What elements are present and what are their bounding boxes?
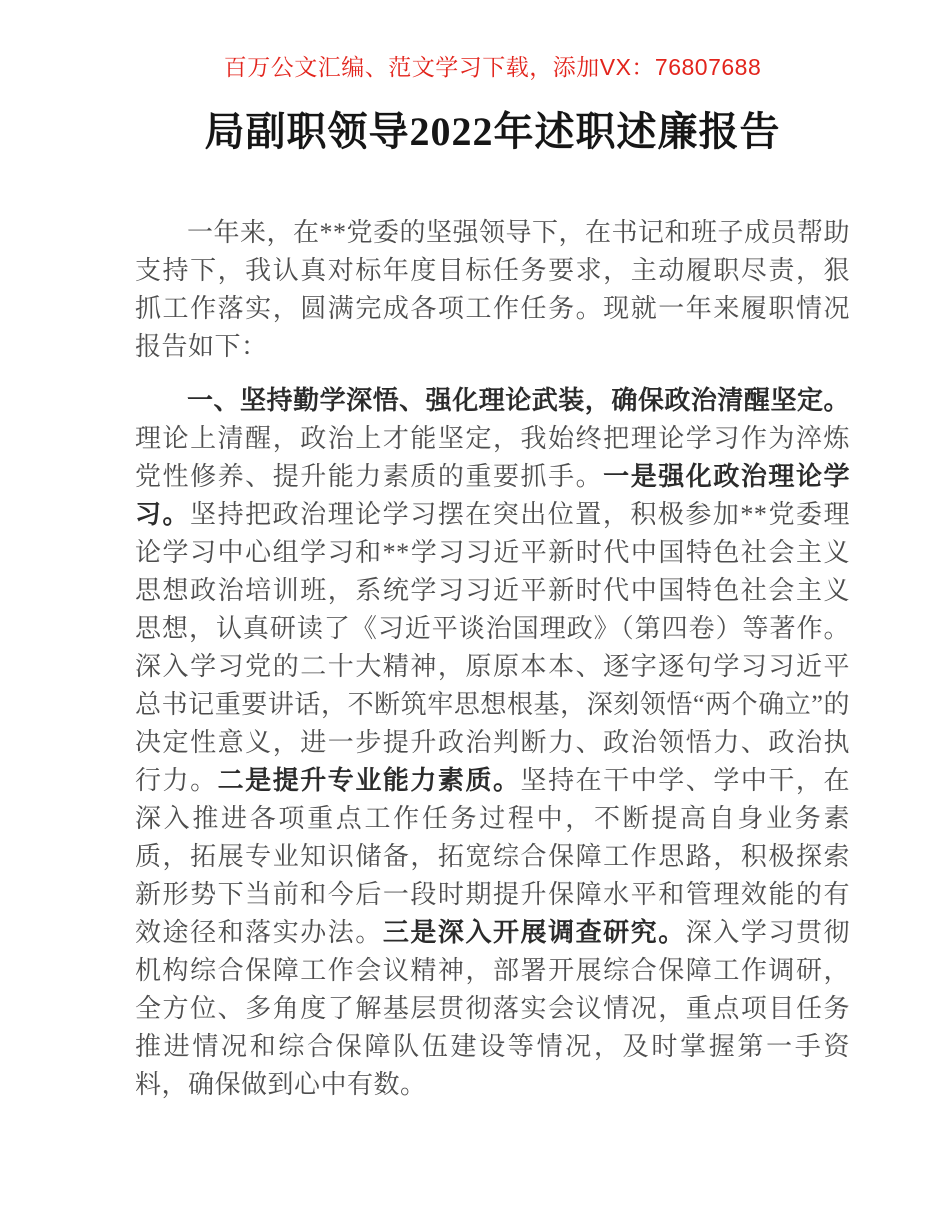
- text-segment: 坚持在干中学、学中干，在深入推进各项重点工作任务过程中，不断提高自身业务素质，拓展专业知识储备，拓宽综合保障工作思路，积极探索新形势下当前和今后一段时期提升保障水平和管理效能的有效途径和落实办法。: [135, 766, 850, 947]
- text-segment: 深入学习贯彻机构综合保障工作会议精神，部署开展综合保障工作调研，全方位、多角度了解基层贯彻落实会议情况，重点项目任务推进情况和综合保障队伍建设等情况，及时掌握第一手资料，确保做到心中有数。: [135, 918, 850, 1099]
- document-body: [135, 214, 850, 1104]
- paragraph-intro: [135, 214, 850, 366]
- paragraph-section-one: [135, 382, 850, 1104]
- document-title: 局副职领导2022年述职述廉报告: [204, 109, 781, 154]
- text-segment: 理论上清醒，政治上才能坚定，我始终把理论学习作为淬炼党性修养、提升能力素质的重要抓手。: [135, 424, 850, 491]
- subpoint-three-heading-text: 三是深入开展调查研究。: [382, 918, 686, 947]
- subpoint-two-heading-text: 二是提升专业能力素质。: [217, 766, 521, 795]
- text-segment: 坚持把政治理论学习摆在突出位置，积极参加**党委理论学习中心组学习和**学习习近平新时代中国特色社会主义思想政治培训班，系统学习习近平新时代中国特色社会主义思想，认真研读了《习近平谈治国理政》（第四卷）等著作。深入学习党的二十大精神，原原本本、逐字逐句学习习近平总书记重要讲话，不断筑牢思想根基，深刻领悟“两个确立”的决定性意义，进一步提升政治判断力、政治领悟力、政治执行力。: [135, 500, 850, 795]
- text-segment: 一年来，在**党委的坚强领导下，在书记和班子成员帮助支持下，我认真对标年度目标任务要求，主动履职尽责，狠抓工作落实，圆满完成各项工作任务。现就一年来履职情况报告如下：: [135, 218, 851, 361]
- promo-banner-text: 百万公文汇编、范文学习下载，添加VX：76807688: [223, 54, 762, 80]
- subpoint-one-heading-text: 一是强化政治理论学习。: [135, 462, 850, 529]
- section-heading-text: 一、坚持勤学深悟、强化理论武装，确保政治清醒坚定。: [187, 386, 850, 415]
